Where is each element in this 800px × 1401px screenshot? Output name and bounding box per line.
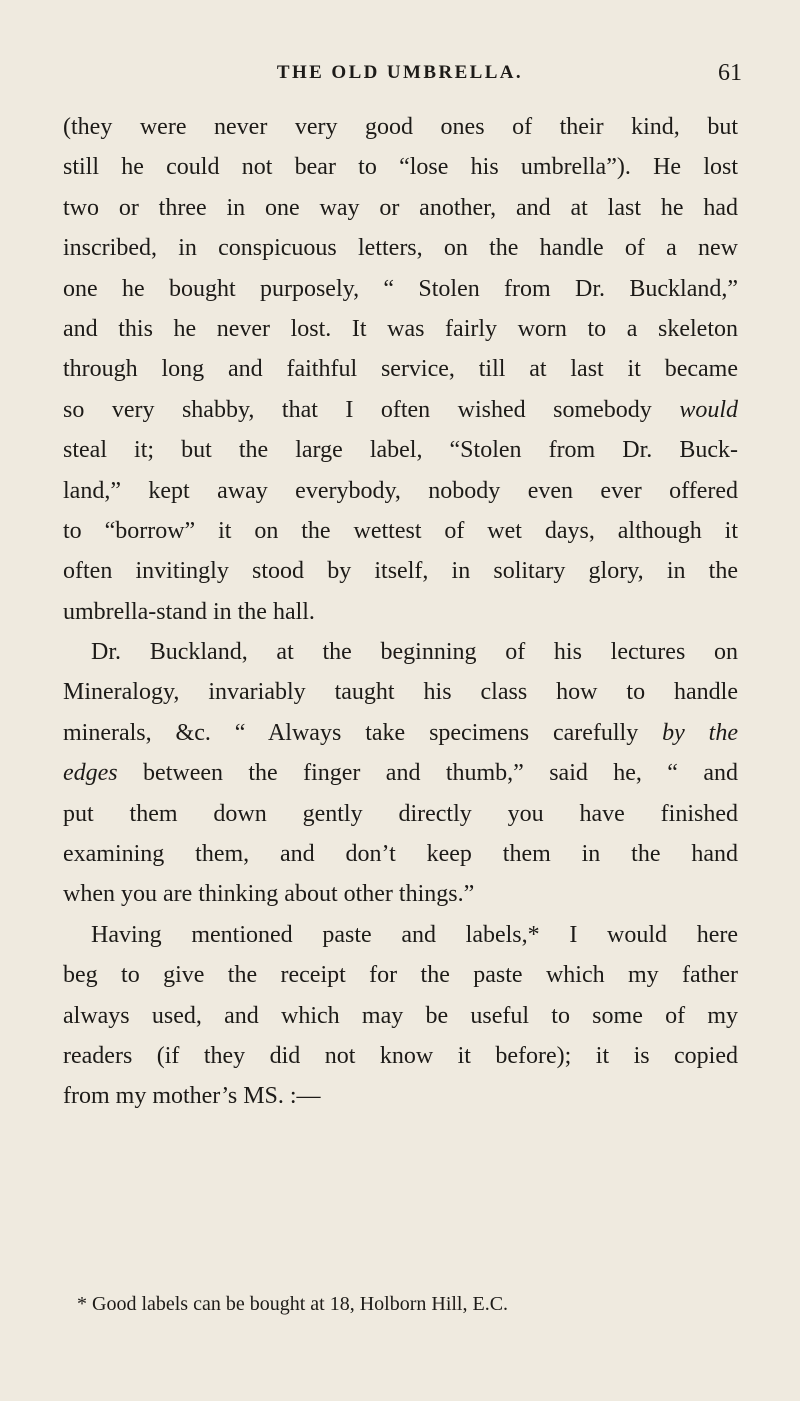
- running-title: THE OLD UMBRELLA.: [276, 62, 524, 83]
- text-line: Mineralogy, invariably taught his class how to handle: [63, 679, 738, 706]
- text-line: to “borrow” it on the wettest of wet days, although it: [63, 517, 738, 544]
- text-line: always used, and which may be useful to some of my: [63, 1002, 738, 1029]
- text-line: inscribed, in conspicuous letters, on the handle of a new: [63, 235, 738, 262]
- italic-fragment: edges: [63, 760, 118, 787]
- text-line: [63, 713, 738, 753]
- text-line: from my mother’s MS. :—: [63, 1083, 321, 1110]
- text-line: examining them, and don’t keep them in the hand: [63, 841, 738, 868]
- text-line: umbrella-stand in the hall.: [63, 598, 315, 625]
- text-line: steal it; but the large label, “Stolen from Dr. Buck-: [63, 437, 738, 464]
- text-line: when you are thinking about other things.”: [63, 881, 475, 908]
- text-line: still he could not bear to “lose his umbrella”). He lost: [63, 154, 738, 181]
- text-line: Having mentioned paste and labels,* I would here: [91, 921, 738, 948]
- running-head: [48, 55, 752, 91]
- text-line: put them down gently directly you have finished: [63, 800, 738, 827]
- text-line: readers (if they did not know it before); it is copied: [63, 1042, 738, 1069]
- text-line: Dr. Buckland, at the beginning of his lectures on: [91, 639, 738, 666]
- italic-fragment: by the: [662, 719, 738, 746]
- text-line: (they were never very good ones of their kind, but: [63, 114, 738, 140]
- text-line: through long and faithful service, till at last it became: [63, 356, 738, 383]
- footnote: * Good labels can be bought at 18, Holborn Hill, E.C.: [77, 1293, 509, 1315]
- text-line: land,” kept away everybody, nobody even ever offered: [63, 477, 738, 504]
- text-line: [63, 390, 738, 430]
- text-fragment: minerals, &c. “ Always take specimens carefully: [63, 719, 663, 746]
- text-line: two or three in one way or another, and at last he had: [63, 194, 738, 221]
- italic-fragment: would: [679, 396, 738, 423]
- body-text: [63, 107, 738, 1117]
- text-line: often invitingly stood by itself, in solitary glory, in the: [63, 558, 738, 585]
- text-fragment: between the finger and thumb,” said he, “ and: [117, 760, 738, 787]
- text-fragment: so very shabby, that I often wished somebody: [63, 396, 680, 423]
- page-number: 61: [718, 60, 742, 86]
- text-line: beg to give the receipt for the paste which my father: [63, 962, 738, 989]
- text-line: [63, 753, 738, 793]
- text-line: one he bought purposely, “ Stolen from Dr. Buckland,”: [63, 275, 738, 302]
- text-line: and this he never lost. It was fairly worn to a skeleton: [63, 315, 738, 342]
